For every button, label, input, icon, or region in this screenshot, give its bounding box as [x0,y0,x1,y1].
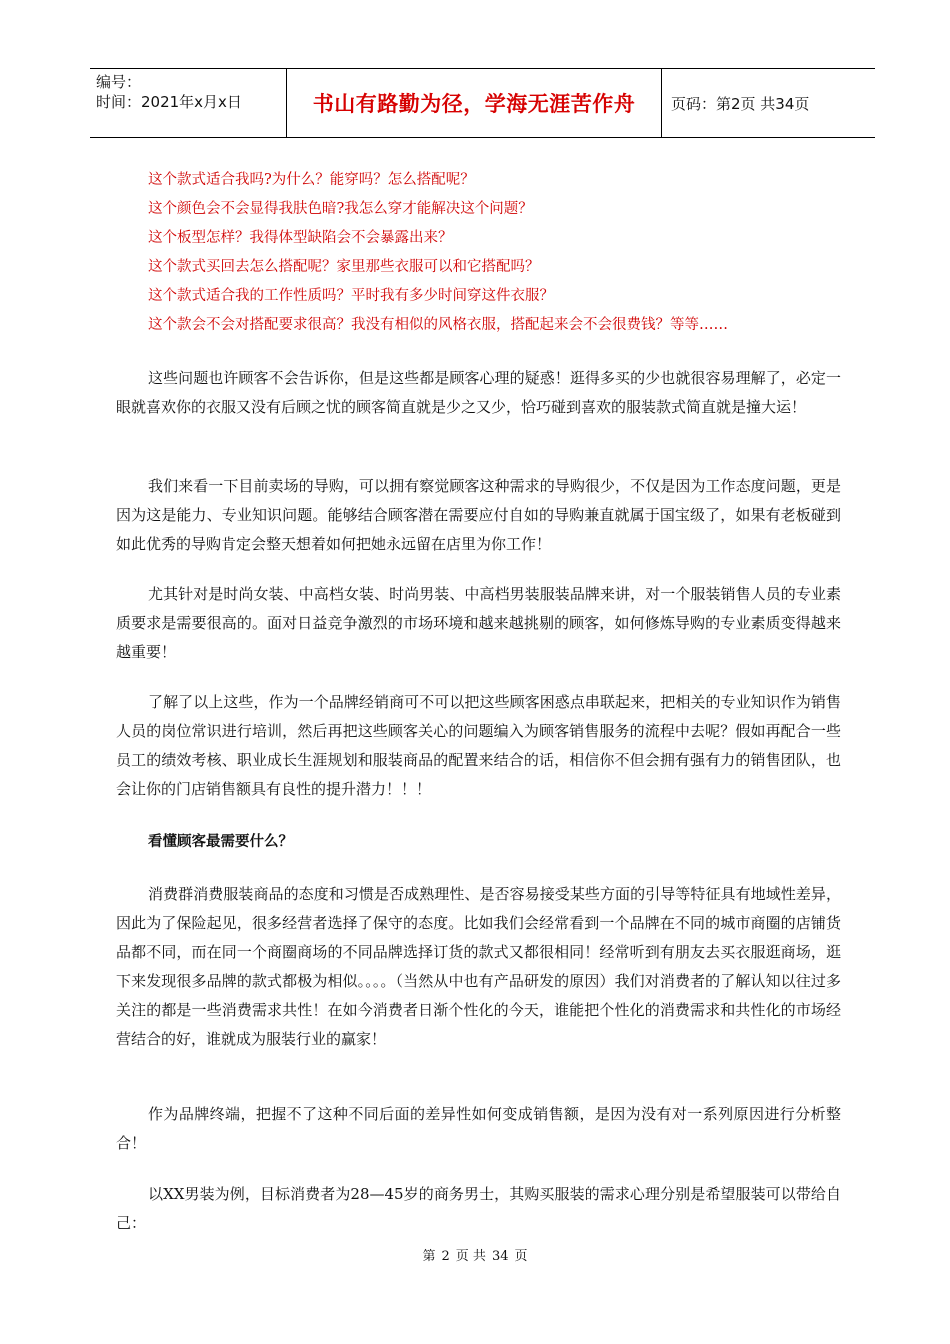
body-paragraph: 了解了以上这些，作为一个品牌经销商可不可以把这些顾客困惑点串联起来，把相关的专业知识作为销售人员的岗位常识进行培训，然后再把这些顾客关心的问题编入为顾客销售服务的流程中去呢？假如再配合一些员工的绩效考核、职业成长生涯规划和服装商品的配置来结合的话，相信你不但会拥有强有力的销售团队，也会让你的门店销售额具有良性的提升潜力！！！ [116,693,841,798]
footer-total-pages: 34 [491,1249,509,1264]
body-paragraph: 作为品牌终端，把握不了这种不同后面的差异性如何变成销售额，是因为没有对一系列原因进行分析整合！ [116,1105,841,1152]
customer-question: 这个颜色会不会显得我肤色暗?我怎么穿才能解决这个问题？ [148,201,533,217]
customer-question-list [148,166,848,340]
header-left-cell [90,69,286,137]
page-footer [0,1245,950,1264]
customer-question: 这个款式适合我的工作性质吗？平时我有多少时间穿这件衣服？ [148,288,554,304]
body-paragraph: 我们来看一下目前卖场的导购，可以拥有察觉顾客这种需求的导购很少，不仅是因为工作态度问题，更是因为这是能力、专业知识问题。能够结合顾客潜在需要应付自如的导购兼直就属于国宝级了，如果有老板碰到如此优秀的导购肯定会整天想着如何把她永远留在店里为你工作！ [116,477,841,553]
footer-page-number: 2 [441,1249,450,1264]
body-paragraph: 以XX男装为例，目标消费者为28—45岁的商务男士，其购买服装的需求心理分别是希望服装可以带给自己： [116,1185,841,1232]
header-motto: 书山有路勤为径，学海无涯苦作舟 [312,92,636,116]
customer-question: 这个款式买回去怎么搭配呢？家里那些衣服可以和它搭配吗？ [148,259,540,275]
section-heading: 看懂顾客最需要什么？ [148,834,293,850]
footer-prefix: 第 [422,1249,436,1264]
footer-mid: 页 共 [455,1249,486,1264]
document-number-label: 编号： [96,73,142,91]
customer-question: 这个板型怎样？我得体型缺陷会不会暴露出来？ [148,230,453,246]
customer-question: 这个款会不会对搭配要求很高？我没有相似的风格衣服，搭配起来会不会很费钱？等等…… [148,317,728,333]
body-paragraph: 尤其针对是时尚女装、中高档女装、时尚男装、中高档男装服装品牌来讲，对一个服装销售人员的专业素质要求是需要很高的。面对日益竞争激烈的市场环境和越来越挑剔的顾客，如何修炼导购的专业素质变得越来越重要！ [116,585,841,661]
page-header [90,68,875,138]
footer-suffix: 页 [514,1249,528,1264]
body-paragraph: 这些问题也许顾客不会告诉你，但是这些都是顾客心理的疑惑！逛得多买的少也就很容易理解了，必定一眼就喜欢你的衣服又没有后顾之忧的顾客简直就是少之又少，恰巧碰到喜欢的服装款式简直就是撞大运！ [116,369,841,416]
header-page-number: 页码：第2页 共34页 [671,94,810,113]
customer-question: 这个款式适合我吗?为什么？能穿吗？怎么搭配呢？ [148,172,475,188]
body-paragraph: 消费群消费服装商品的态度和习惯是否成熟理性、是否容易接受某些方面的引导等特征具有地域性差异，因此为了保险起见，很多经营者选择了保守的态度。比如我们会经常看到一个品牌在不同的城市商圈的店铺货品都不同，而在同一个商圈商场的不同品牌选择订货的款式又都很相同！经常听到有朋友去买衣服逛商场，逛下来发现很多品牌的款式都极为相似。。。。（当然从中也有产品研发的原因）我们对消费者的了解认知以往过多关注的都是一些消费需求共性！在如今消费者日渐个性化的今天，谁能把个性化的消费需求和共性化的市场经营结合的好，谁就成为服装行业的赢家！ [116,885,841,1048]
header-right-cell [661,69,875,137]
header-middle-cell [286,69,662,137]
document-time: 时间：2021年x月x日 [96,93,242,111]
